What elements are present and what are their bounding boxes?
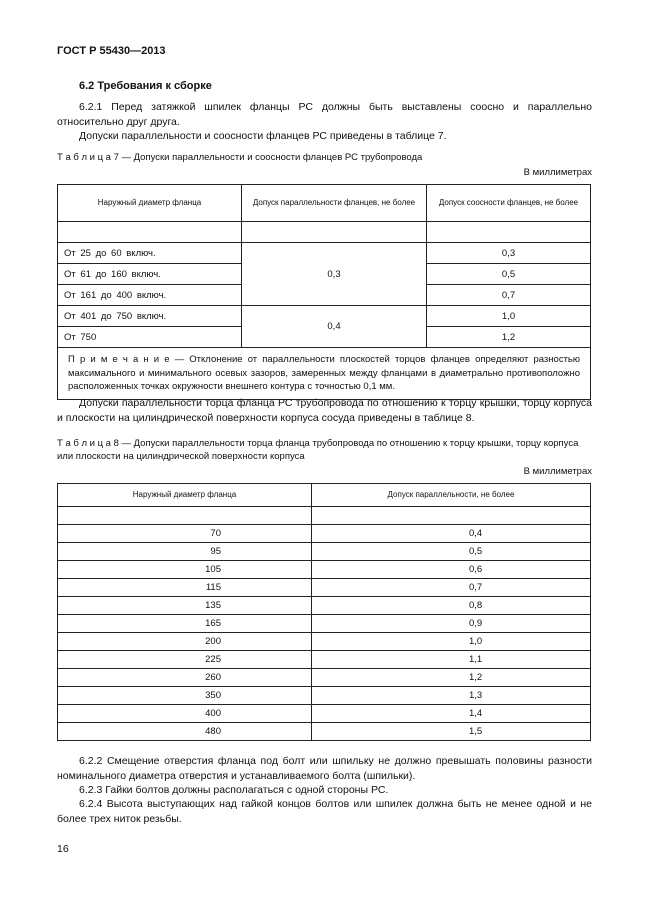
table8-tolerance-cell: 0,6 [312, 561, 591, 579]
table8-diameter-cell: 115 [58, 579, 312, 597]
table-row [58, 669, 591, 687]
table7-diameter-cell: От 25 до 60 включ. [58, 243, 242, 264]
table-row [58, 615, 591, 633]
table8-header-diameter: Наружный диаметр фланца [58, 484, 312, 507]
table-8 [57, 483, 591, 741]
table7-coaxiality-cell: 1,0 [427, 306, 591, 327]
table7-diameter-cell: От 750 [58, 327, 242, 348]
table7-coaxiality-cell: 1,2 [427, 327, 591, 348]
paragraph-6-2-1: 6.2.1 Перед затяжкой шпилек фланцы РС должны быть выставлены соосно и параллельно относительно друг друга. [57, 101, 592, 128]
table-row [58, 687, 591, 705]
table7-spacer [58, 222, 591, 243]
table8-tolerance-cell: 0,9 [312, 615, 591, 633]
table7-note: П р и м е ч а н и е — Отклонение от параллельности плоскостей торцов фланцев определяют разностью максимального и минимального осевых зазоров, замеренных между фланцами в диаметрально противоположно расположенных точках окружности внешнего контура с точностью 0,1 мм. [58, 348, 591, 400]
table7-header-parallelism: Допуск параллельности фланцев, не более [242, 185, 427, 222]
section-title: 6.2 Требования к сборке [79, 80, 212, 92]
table-row [58, 306, 591, 327]
table8-diameter-cell: 200 [58, 633, 312, 651]
table8-diameter-cell: 165 [58, 615, 312, 633]
table8-diameter-cell: 260 [58, 669, 312, 687]
table-row [58, 723, 591, 741]
table8-units: В миллиметрах [523, 466, 592, 477]
table7-diameter-cell: От 401 до 750 включ. [58, 306, 242, 327]
table7-coaxiality-cell: 0,5 [427, 264, 591, 285]
paragraph-6-2-1-tolerances: Допуски параллельности и соосности фланцев РС приведены в таблице 7. [79, 130, 447, 142]
table7-header-row [58, 185, 591, 222]
table8-header-row [58, 484, 591, 507]
table7-coaxiality-cell: 0,3 [427, 243, 591, 264]
table-row [58, 543, 591, 561]
table8-tolerance-cell: 1,3 [312, 687, 591, 705]
table7-diameter-cell: От 161 до 400 включ. [58, 285, 242, 306]
table8-tolerance-cell: 0,4 [312, 525, 591, 543]
table-row [58, 561, 591, 579]
table-row [58, 597, 591, 615]
paragraph-table8-intro: Допуски параллельности торца фланца РС трубопровода по отношению к торцу крышки, торцу корпуса и плоскости на цилиндрической поверхности корпуса сосуда приведены в таблице 8. [57, 397, 592, 424]
table8-diameter-cell: 70 [58, 525, 312, 543]
table8-tolerance-cell: 0,8 [312, 597, 591, 615]
table8-header-tolerance: Допуск параллельности, не более [312, 484, 591, 507]
page-number: 16 [57, 843, 69, 855]
table7-caption: Т а б л и ц а 7 — Допуски параллельности и соосности фланцев РС трубопровода [57, 152, 423, 163]
document-header: ГОСТ Р 55430—2013 [57, 45, 166, 57]
paragraph-6-2-2: 6.2.2 Смещение отверстия фланца под болт или шпильку не должно превышать половины разности номинального диаметра отверстия и устанавливаемого болта (шпильки). [57, 755, 592, 782]
table7-units: В миллиметрах [523, 167, 592, 178]
table8-tolerance-cell: 1,1 [312, 651, 591, 669]
table8-diameter-cell: 400 [58, 705, 312, 723]
table-row [58, 525, 591, 543]
table8-tolerance-cell: 0,5 [312, 543, 591, 561]
paragraph-6-2-4: 6.2.4 Высота выступающих над гайкой концов болтов или шпилек должна быть не менее одной и не более трех ниток резьбы. [57, 798, 592, 825]
table7-header-coaxiality: Допуск соосности фланцев, не более [427, 185, 591, 222]
table8-diameter-cell: 480 [58, 723, 312, 741]
table8-diameter-cell: 135 [58, 597, 312, 615]
table-row [58, 705, 591, 723]
table7-parallelism-cell: 0,4 [242, 306, 427, 348]
table7-note-row [58, 348, 591, 400]
table8-tolerance-cell: 1,5 [312, 723, 591, 741]
table8-diameter-cell: 225 [58, 651, 312, 669]
table8-tolerance-cell: 1,4 [312, 705, 591, 723]
table8-tolerance-cell: 0,7 [312, 579, 591, 597]
table8-caption: Т а б л и ц а 8 — Допуски параллельности торца фланца трубопровода по отношению к торцу крышки, торцу корпуса или плоскости на цилиндрической поверхности корпуса [57, 438, 579, 462]
table-7 [57, 184, 591, 400]
table-row [58, 243, 591, 264]
table7-coaxiality-cell: 0,7 [427, 285, 591, 306]
table8-tolerance-cell: 1,2 [312, 669, 591, 687]
table-row [58, 651, 591, 669]
table8-diameter-cell: 350 [58, 687, 312, 705]
table7-diameter-cell: От 61 до 160 включ. [58, 264, 242, 285]
table7-parallelism-cell: 0,3 [242, 243, 427, 306]
paragraph-6-2-3: 6.2.3 Гайки болтов должны располагаться с одной стороны РС. [79, 784, 389, 796]
table8-tolerance-cell: 1,0 [312, 633, 591, 651]
table8-diameter-cell: 105 [58, 561, 312, 579]
table8-spacer [58, 507, 591, 525]
table-row [58, 633, 591, 651]
table8-diameter-cell: 95 [58, 543, 312, 561]
table-row [58, 579, 591, 597]
table7-header-diameter: Наружный диаметр фланца [58, 185, 242, 222]
